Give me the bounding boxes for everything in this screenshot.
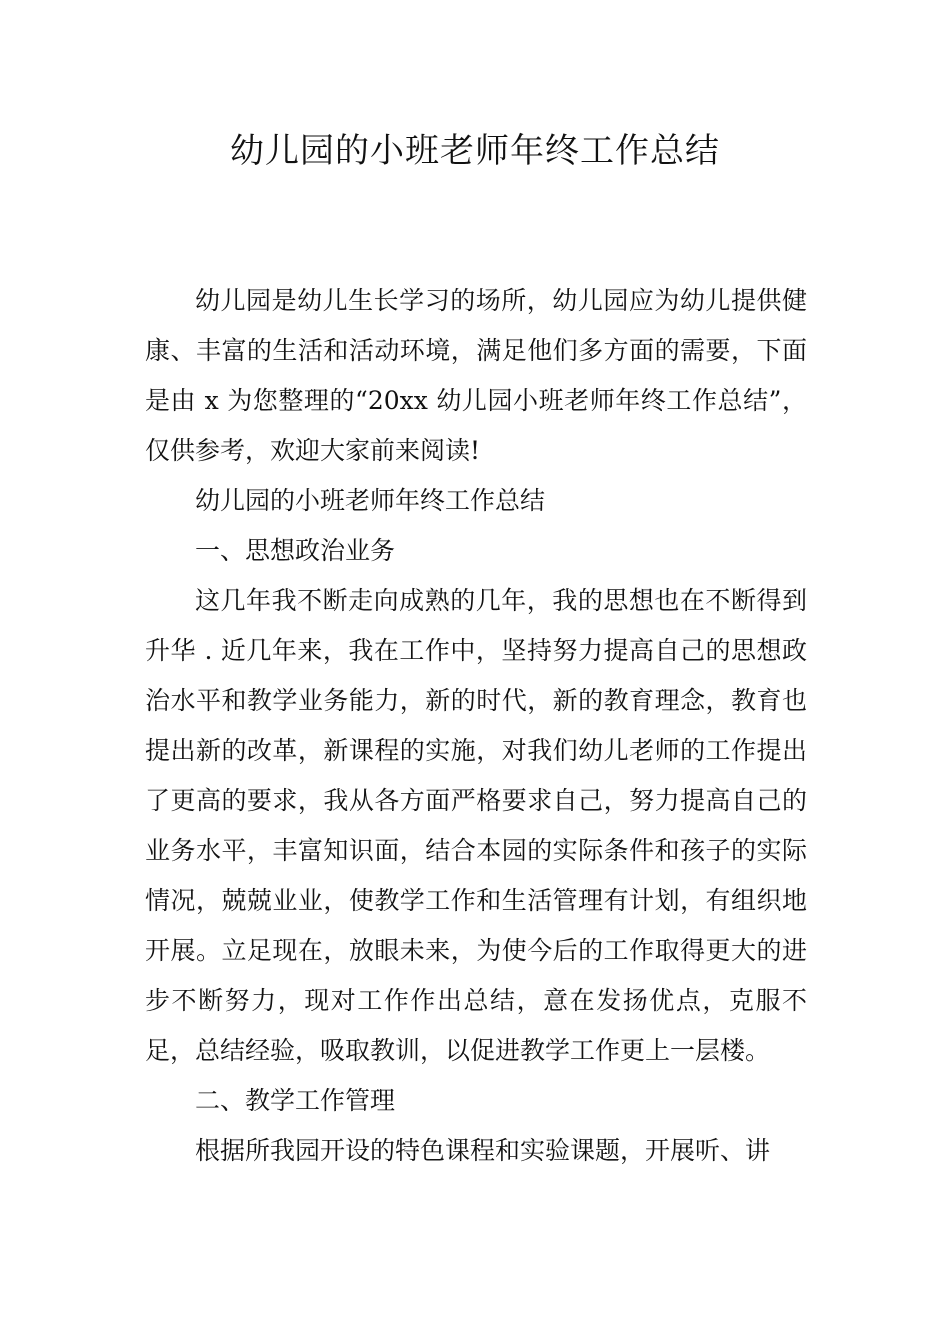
section-1-paragraph: 这几年我不断走向成熟的几年，我的思想也在不断得到升华 . 近几年来，我在工作中，坚持努力提高自己的思想政治水平和教学业务能力，新的时代，新的教育理念，教育也提出新的改革，新课程的实施，对我们幼儿老师的工作提出了更高的要求，我从各方面严格要求自己，努力提高自己的业务水平，丰富知识面，结合本园的实际条件和孩子的实际情况，兢兢业业，使教学工作和生活管理有计划，有组织地开展。立足现在，放眼未来，为使今后的工作取得更大的进步不断努力，现对工作作出总结，意在发扬优点，克服不足，总结经验，吸取教训，以促进教学工作更上一层楼。 xyxy=(145,586,807,1065)
document-body xyxy=(145,276,807,1176)
subtitle-paragraph: 幼儿园的小班老师年终工作总结 xyxy=(195,486,546,515)
section-2-paragraph: 根据所我园开设的特色课程和实验课题，开展听、讲 xyxy=(195,1136,771,1165)
section-heading-2: 二、教学工作管理 xyxy=(195,1086,396,1115)
document-title: 幼儿园的小班老师年终工作总结 xyxy=(230,131,720,171)
intro-paragraph: 幼儿园是幼儿生长学习的场所，幼儿园应为幼儿提供健康、丰富的生活和活动环境，满足他们多方面的需要，下面是由 x 为您整理的“20xx 幼儿园小班老师年终工作总结”，仅供参考，欢迎大家前来阅读! xyxy=(145,286,807,465)
section-heading-1: 一、思想政治业务 xyxy=(195,536,396,565)
